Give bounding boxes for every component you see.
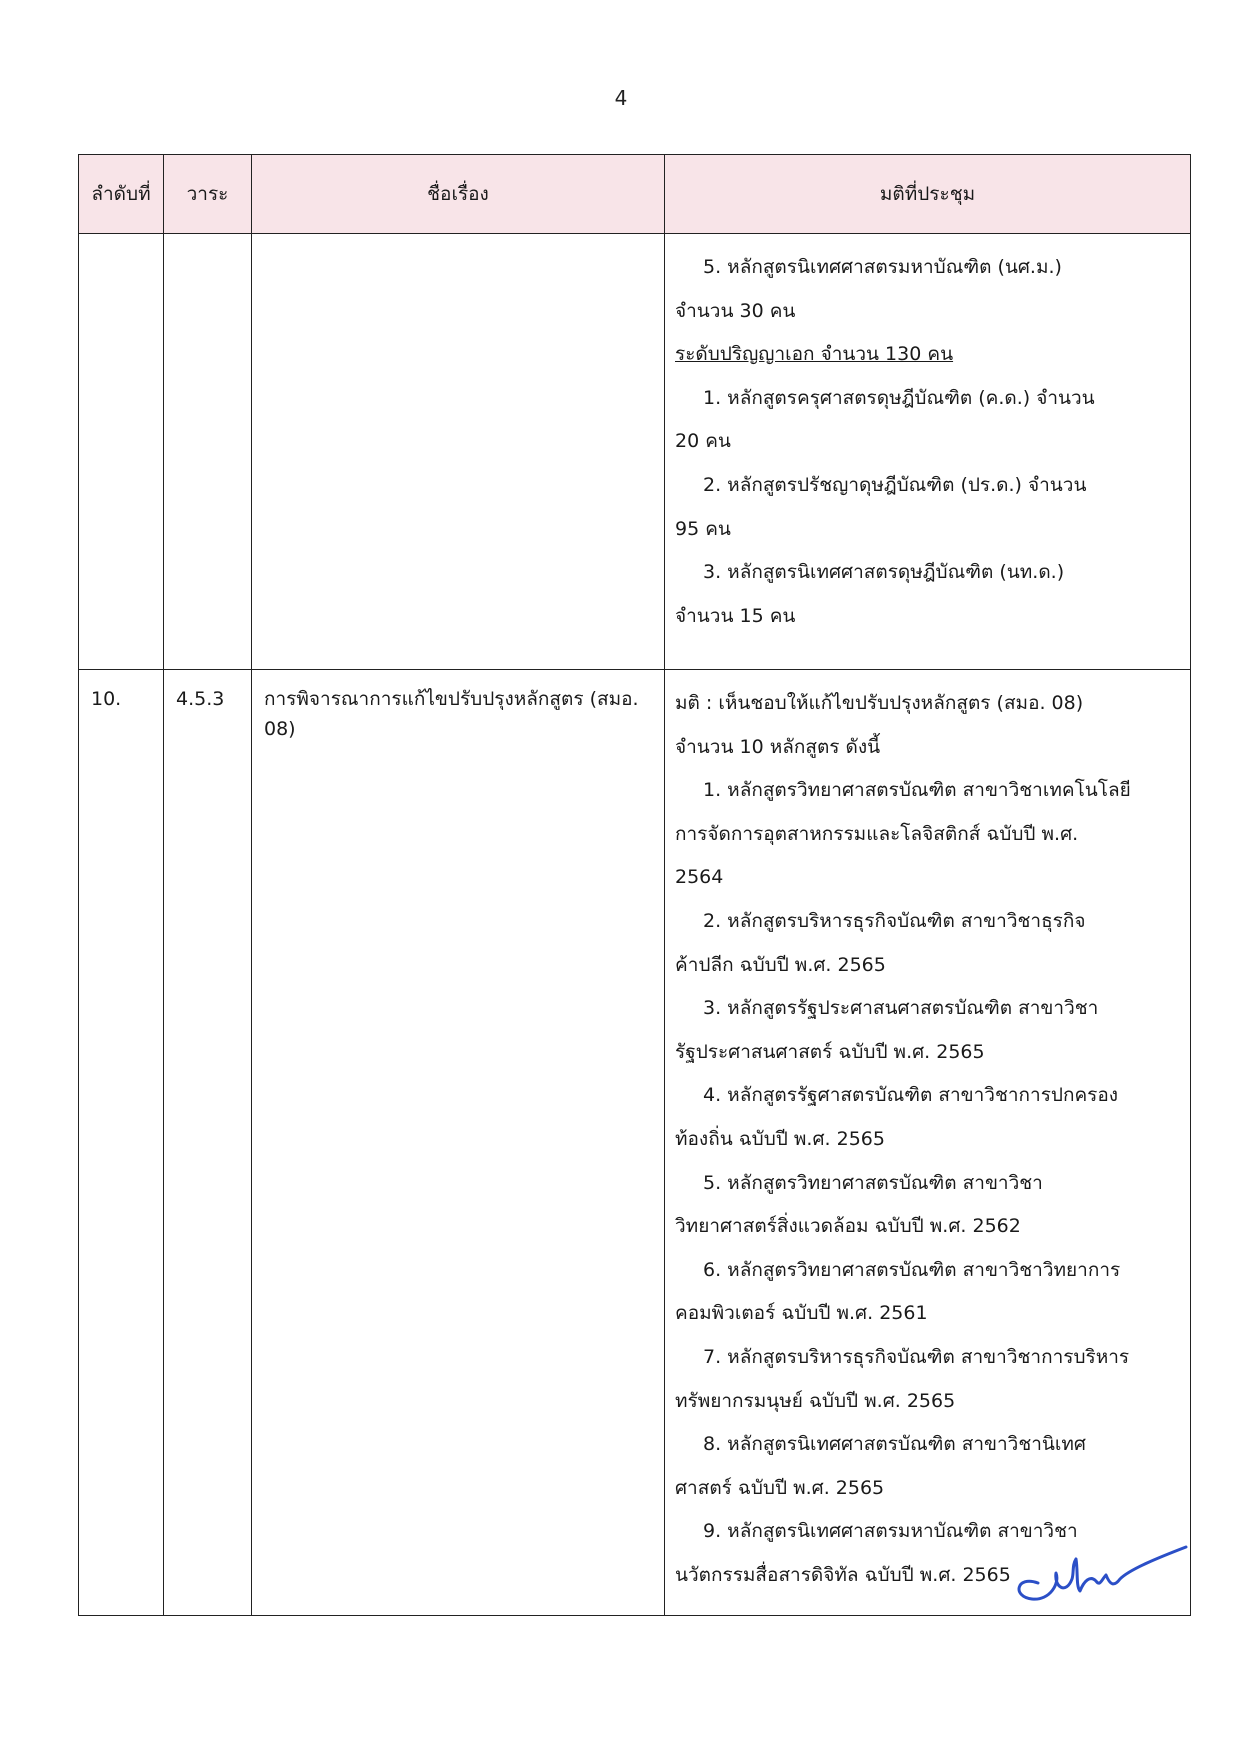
resolution-line: 2. หลักสูตรปรัชญาดุษฎีบัณฑิต (ปร.ด.) จำนวน (703, 473, 1087, 496)
resolution-line: 95 คน (675, 517, 731, 540)
resolution-line: 8. หลักสูตรนิเทศศาสตรบัณฑิต สาขาวิชานิเทศ (703, 1433, 1086, 1456)
resolution-cell (665, 670, 1191, 1616)
resolution-line: 6. หลักสูตรวิทยาศาสตรบัณฑิต สาขาวิชาวิทยาการ (703, 1258, 1121, 1281)
resolution-line: 5. หลักสูตรนิเทศศาสตรมหาบัณฑิต (นศ.ม.) (703, 256, 1062, 278)
signature-stroke (1019, 1547, 1186, 1599)
resolution-cell (665, 234, 1191, 670)
resolution-line: ท้องถิ่น ฉบับปี พ.ศ. 2565 (675, 1127, 885, 1150)
resolution-line: จำนวน 30 คน (675, 299, 796, 322)
resolution-line: 4. หลักสูตรรัฐศาสตรบัณฑิต สาขาวิชาการปกครอง (703, 1084, 1119, 1107)
resolution-line: ศาสตร์ ฉบับปี พ.ศ. 2565 (675, 1476, 885, 1499)
resolution-line: 20 คน (675, 430, 731, 453)
resolution-line: การจัดการอุตสาหกรรมและโลจิสติกส์ ฉบับปี พ.ศ. (675, 822, 1079, 845)
subject-cell (252, 234, 665, 670)
table-row (79, 234, 1191, 670)
header-subject: ชื่อเรื่อง (252, 155, 665, 234)
header-seq: ลำดับที่ (79, 155, 164, 234)
page-number: 4 (614, 86, 628, 110)
resolution-line: ค้าปลีก ฉบับปี พ.ศ. 2565 (675, 953, 886, 976)
minutes-table (78, 154, 1191, 1616)
agenda-cell (164, 234, 252, 670)
subject-cell (252, 670, 665, 1616)
resolution-line: คอมพิวเตอร์ ฉบับปี พ.ศ. 2561 (675, 1302, 928, 1325)
doctoral-level-heading: ระดับปริญญาเอก จำนวน 130 คน (675, 343, 954, 366)
resolution-line: จำนวน 15 คน (675, 604, 796, 627)
resolution-line: วิทยาศาสตร์สิ่งแวดล้อม ฉบับปี พ.ศ. 2562 (675, 1215, 1021, 1238)
resolution-line: 2564 (675, 866, 724, 889)
resolution-line: มติ : เห็นชอบให้แก้ไขปรับปรุงหลักสูตร (สมอ. 08) (675, 692, 1084, 714)
seq-cell (79, 234, 164, 670)
resolution-line: 7. หลักสูตรบริหารธุรกิจบัณฑิต สาขาวิชาการบริหาร (703, 1345, 1130, 1368)
resolution-line: ทรัพยากรมนุษย์ ฉบับปี พ.ศ. 2565 (675, 1389, 956, 1412)
table-row (79, 670, 1191, 1616)
header-agenda: วาระ (164, 155, 252, 234)
resolution-line: 2. หลักสูตรบริหารธุรกิจบัณฑิต สาขาวิชาธุรกิจ (703, 909, 1086, 932)
handwritten-signature (1010, 1535, 1190, 1625)
agenda-cell (164, 670, 252, 1616)
resolution-line: 5. หลักสูตรวิทยาศาสตรบัณฑิต สาขาวิชา (703, 1171, 1043, 1194)
seq-value: 10. (91, 688, 122, 710)
seq-cell (79, 670, 164, 1616)
resolution-line: 1. หลักสูตรครุศาสตรดุษฎีบัณฑิต (ค.ด.) จำนวน (703, 386, 1095, 409)
resolution-line: จำนวน 10 หลักสูตร ดังนี้ (675, 735, 881, 758)
resolution-line: รัฐประศาสนศาสตร์ ฉบับปี พ.ศ. 2565 (675, 1040, 985, 1063)
table-header-row (79, 155, 1191, 234)
resolution-line: 3. หลักสูตรรัฐประศาสนศาสตรบัณฑิต สาขาวิชา (703, 997, 1099, 1020)
agenda-value: 4.5.3 (176, 688, 225, 710)
header-resolution: มติที่ประชุม (665, 155, 1191, 234)
resolution-line: 9. หลักสูตรนิเทศศาสตรมหาบัณฑิต สาขาวิชา (703, 1520, 1078, 1543)
subject-value: การพิจารณาการแก้ไขปรับปรุงหลักสูตร (สมอ. 08) (264, 688, 639, 740)
resolution-line: นวัตกรรมสื่อสารดิจิทัล ฉบับปี พ.ศ. 2565 (675, 1563, 1011, 1586)
resolution-line: 3. หลักสูตรนิเทศศาสตรดุษฎีบัณฑิต (นท.ด.) (703, 561, 1065, 584)
resolution-line: 1. หลักสูตรวิทยาศาสตรบัณฑิต สาขาวิชาเทคโนโลยี (703, 779, 1131, 802)
